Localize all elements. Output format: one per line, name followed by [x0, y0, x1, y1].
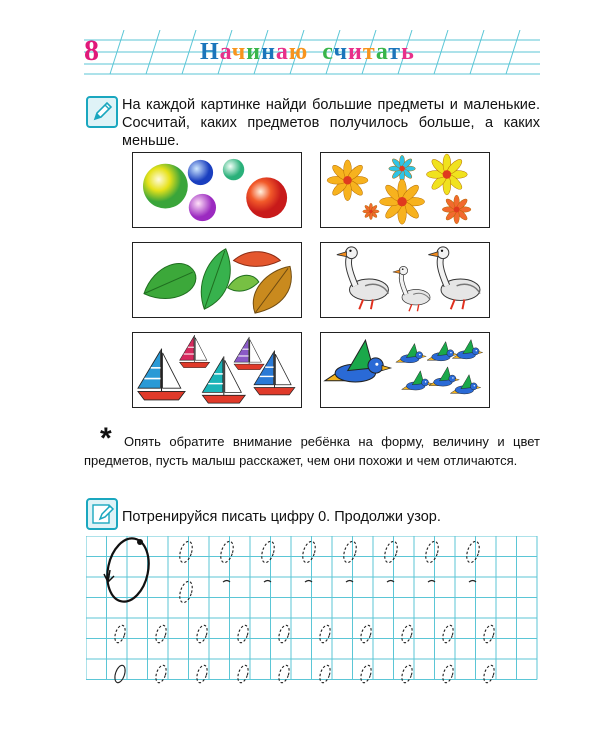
- goose: [393, 266, 430, 311]
- sailboats-icon: [133, 333, 301, 407]
- zero-start-stroke: [223, 581, 230, 583]
- zero-trace: [236, 664, 250, 684]
- note-star: *: [100, 422, 112, 455]
- note-text: Опять обратите внимание ребёнка на форму, величину и цвет предметов, пусть малыш расскажет, чем они похожи и чем отличаются.: [84, 434, 540, 468]
- zero-trace: [154, 664, 168, 684]
- balls-icon: [133, 153, 301, 227]
- zero-trace: [277, 624, 291, 644]
- goose: [337, 247, 389, 309]
- leaves-picture: [132, 242, 302, 318]
- geese-picture: [320, 242, 490, 318]
- flowers-icon: [321, 153, 489, 227]
- sailboat: [234, 337, 264, 370]
- bird: [452, 340, 482, 359]
- zero-trace: [482, 664, 496, 684]
- zero-trace: [400, 664, 414, 684]
- zero-trace: [259, 540, 276, 564]
- title-letter: и: [246, 39, 262, 65]
- zero-trace: [300, 540, 317, 564]
- copybook-grid: [86, 536, 538, 695]
- zero-trace: [113, 664, 127, 684]
- pencil-icon: [86, 96, 118, 128]
- balls-picture: [132, 152, 302, 228]
- leaves-icon: [133, 243, 301, 317]
- task1-text: На каждой картинке найди большие предметы и маленькие. Сосчитай, каких предметов получилось больше, а каких меньше.: [122, 97, 540, 149]
- sailboat: [138, 349, 185, 400]
- title-letter: ч: [333, 39, 348, 65]
- zero-start-stroke: [305, 581, 312, 583]
- zero-trace: [441, 624, 455, 644]
- geese-icon: [321, 243, 489, 317]
- flower: [363, 203, 379, 219]
- practice-grid: [86, 536, 538, 690]
- zero-trace: [195, 624, 209, 644]
- zero-start-stroke: [469, 581, 476, 583]
- page-number: 8: [84, 34, 99, 67]
- title-letter: [308, 39, 322, 65]
- sailboat: [254, 351, 295, 395]
- flower: [389, 155, 416, 182]
- task2-text: Потренируйся писать цифру 0. Продолжи узор.: [122, 509, 441, 525]
- title-letter: ь: [401, 39, 415, 65]
- flowers-picture: [320, 152, 490, 228]
- flower: [327, 160, 368, 201]
- sailboat: [180, 335, 210, 368]
- title-letter: а: [275, 39, 289, 65]
- zero-trace: [177, 540, 194, 564]
- zero-trace: [318, 624, 332, 644]
- zero-trace: [382, 540, 399, 564]
- flower: [442, 195, 471, 224]
- zero-trace: [482, 624, 496, 644]
- title-letter: ю: [288, 39, 309, 65]
- flower: [426, 154, 467, 195]
- zero-trace: [341, 540, 358, 564]
- zero-trace: [400, 624, 414, 644]
- zero-trace: [277, 664, 291, 684]
- zero-trace: [113, 624, 127, 644]
- title-letter: а: [375, 39, 389, 65]
- title-letter: с: [322, 39, 334, 65]
- zero-trace: [464, 540, 481, 564]
- pen-icon: [86, 498, 118, 530]
- zero-trace: [318, 664, 332, 684]
- bird: [325, 340, 391, 382]
- zero-trace: [218, 540, 235, 564]
- zero-start-stroke: [346, 581, 353, 583]
- zero-trace: [236, 624, 250, 644]
- zero-trace: [441, 664, 455, 684]
- flower: [380, 179, 425, 224]
- title-letter: т: [388, 39, 402, 65]
- zero-trace: [359, 624, 373, 644]
- page-title: [200, 40, 415, 64]
- zero-trace: [177, 580, 194, 604]
- zero-trace: [195, 664, 209, 684]
- bird: [402, 371, 432, 390]
- title-letter: н: [261, 39, 276, 65]
- zero-trace: [423, 540, 440, 564]
- zero-start-stroke: [387, 581, 394, 583]
- model-digit-zero: [102, 536, 154, 605]
- goose: [428, 247, 480, 309]
- title-letter: и: [347, 39, 363, 65]
- birds-icon: [321, 333, 489, 407]
- zero-start-stroke: [428, 581, 435, 583]
- title-letter: а: [219, 39, 232, 65]
- zero-trace: [359, 664, 373, 684]
- title-letter: т: [362, 39, 376, 65]
- bird: [396, 344, 426, 363]
- birds-picture: [320, 332, 490, 408]
- bird: [429, 367, 459, 386]
- title-letter: ч: [231, 39, 247, 65]
- zero-trace: [154, 624, 168, 644]
- zero-start-stroke: [264, 581, 271, 583]
- title-letter: Н: [200, 39, 220, 65]
- sailboats-picture: [132, 332, 302, 408]
